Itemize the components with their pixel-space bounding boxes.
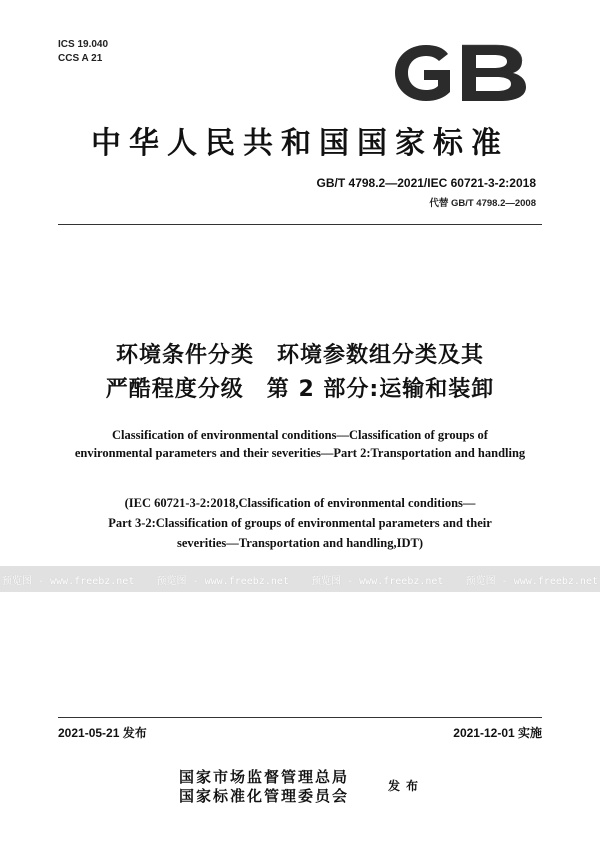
- issuer-line-2: 国家标准化管理委员会: [179, 787, 350, 805]
- idt-reference-line-1: (IEC 60721-3-2:2018,Classification of environmental conditions—: [124, 496, 476, 510]
- implementation-date: 2021-12-01 实施: [453, 726, 542, 740]
- watermark-text: 预览图 - www.freebz.net: [156, 575, 289, 587]
- top-divider: [58, 224, 542, 225]
- issuing-authorities: [179, 768, 349, 806]
- idt-reference-line-3: severities—Transportation and handling,IDT): [177, 536, 423, 550]
- replaces-standard: 代替 GB/T 4798.2—2008: [429, 198, 536, 209]
- issuer-line-1: 国家市场监督管理总局: [179, 768, 350, 786]
- ics-code: ICS 19.040: [58, 39, 109, 50]
- bottom-divider: [58, 717, 542, 718]
- national-standard-title: 中华人民共和国国家标准: [91, 126, 509, 161]
- english-title-line-2: environmental parameters and their severities—Part 2:Transportation and handling: [74, 446, 526, 460]
- standard-number: GB/T 4798.2—2021/IEC 60721-3-2:2018: [316, 176, 536, 190]
- classification-codes: [58, 38, 108, 66]
- issue-label: 发布: [388, 779, 425, 793]
- english-title-line-1: Classification of environmental conditions—Classification of groups of: [112, 428, 488, 442]
- publish-date: 2021-05-21 发布: [58, 726, 147, 740]
- chinese-title-line-2: 严酷程度分级 第 2 部分:运输和装卸: [105, 377, 495, 402]
- watermark-text: 预览图 - www.freebz.net: [311, 575, 444, 587]
- gb-logo: [388, 40, 534, 106]
- idt-reference-line-2: Part 3-2:Classification of groups of environmental parameters and their: [108, 516, 492, 530]
- chinese-title-line-1: 环境条件分类 环境参数组分类及其: [115, 343, 484, 368]
- watermark-text: 预览图 - www.freebz.net: [2, 575, 135, 587]
- watermark-band: [0, 566, 600, 592]
- ccs-code: CCS A 21: [58, 53, 103, 64]
- watermark-text: 预览图 - www.freebz.net: [465, 575, 598, 587]
